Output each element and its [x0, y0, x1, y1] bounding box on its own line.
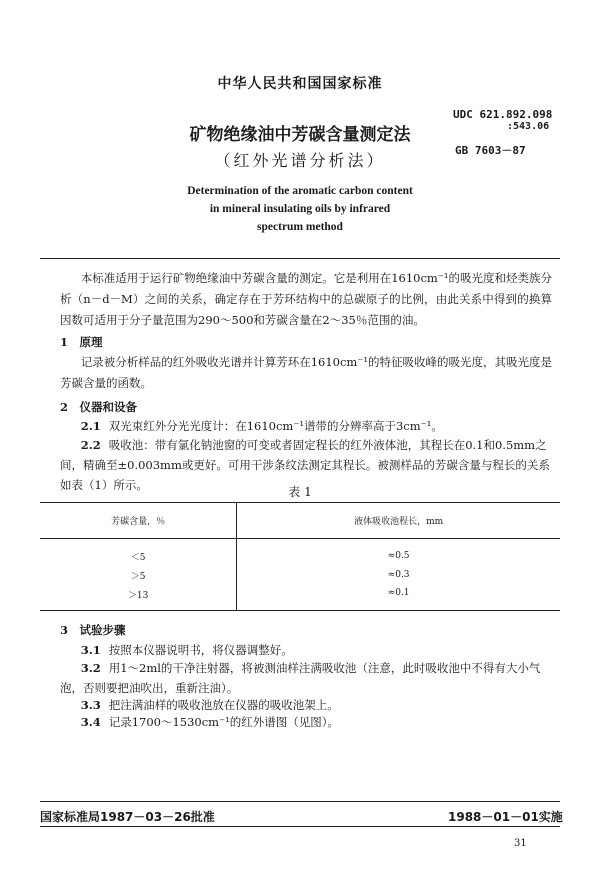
item-text: 按照本仪器说明书，将仪器调整好。	[108, 643, 293, 657]
item-number: 3.4	[80, 715, 101, 729]
item-text: 用1～2ml的干净注射器，将被测油样注满吸收池（注意，此时吸收池中不得有大小气泡，否则要把油吹出，重新注油）。	[60, 661, 541, 695]
path-length-table	[40, 502, 560, 611]
table-cell: ＜5	[40, 539, 237, 566]
item-number: 3.3	[80, 698, 101, 712]
list-item	[60, 712, 552, 732]
item-number: 3.1	[80, 643, 101, 657]
item-text: 记录1700～1530cm⁻¹的红外谱图（见图）。	[108, 715, 340, 729]
document-title-cn: 矿物绝缘油中芳碳含量测定法	[189, 125, 411, 145]
item-text: 把注满油样的吸收池放在仪器的吸收池架上。	[108, 698, 339, 712]
item-number: 2.2	[80, 438, 101, 452]
item-text: 吸收池：带有氯化钠池窗的可变或者固定程长的红外液体池，其程长在0.1和0.5mm之间，精确至±0.003mm或更好。可用干涉条纹法测定其程长。被测样品的芳碳含量与程长的关系如表（1）所示。	[60, 438, 550, 492]
effective-date: 1988－01－01实施	[448, 810, 563, 824]
page-number: 31	[514, 838, 527, 849]
title-en-line: spectrum method	[257, 221, 343, 233]
header-divider	[40, 258, 560, 259]
gb-number: GB 7603－87	[455, 144, 526, 157]
table-header-cell: 芳碳含量，％	[40, 503, 237, 539]
approval-date: 国家标准局1987－03－26批准	[40, 810, 215, 824]
section-heading: 1 原理	[60, 335, 103, 349]
table-header-row	[40, 503, 560, 539]
list-item	[60, 658, 552, 698]
table-row	[40, 539, 560, 566]
footer-divider	[40, 801, 560, 802]
table-row	[40, 585, 560, 611]
list-item	[60, 640, 552, 660]
udc-code-suffix: :543.06	[507, 121, 550, 132]
section-paragraph: 记录被分析样品的红外吸收光谱并计算芳环在1610cm⁻¹的特征吸收峰的吸光度，其吸光度是芳碳含量的函数。	[60, 355, 552, 390]
item-number: 2.1	[80, 419, 101, 433]
table-cell: ≈0.5	[387, 551, 410, 562]
title-en-line: in mineral insulating oils by infrared	[209, 203, 391, 215]
list-item	[60, 416, 552, 436]
document-title-en	[0, 182, 600, 236]
intro-paragraph: 本标准适用于运行矿物绝缘油中芳碳含量的测定。它是利用在1610cm⁻¹的吸光度和烃类族分析（n－d－M）之间的关系，确定存在于芳环结构中的总碳原子的比例，由此关系中得到的换算因数可适用于分子量范围为290～500和芳碳含量在2～35％范围的油。	[60, 271, 552, 327]
issuing-body: 中华人民共和国国家标准	[217, 76, 383, 92]
table-cell: ＞13	[40, 585, 237, 611]
item-number: 3.2	[80, 661, 101, 675]
table-header-cell: 液体吸收池程长，mm	[237, 503, 560, 539]
footer-bottom-divider	[40, 826, 560, 827]
table-cell: ≈0.1	[237, 585, 560, 611]
table-row	[40, 566, 560, 585]
title-en-line: Determination of the aromatic carbon content	[187, 185, 413, 197]
table-cell: ＞5	[40, 566, 237, 585]
item-text: 双光束红外分光光度计：在1610cm⁻¹谱带的分辨率高于3cm⁻¹。	[108, 419, 443, 433]
table-cell: ≈0.3	[387, 570, 410, 580]
document-subtitle-cn: （红外光谱分析法）	[214, 151, 386, 170]
table-caption: 表 1	[288, 485, 312, 499]
section-heading: 3 试验步骤	[60, 623, 126, 637]
udc-code: UDC 621.892.098	[453, 108, 553, 121]
section-heading: 2 仪器和设备	[60, 400, 138, 414]
